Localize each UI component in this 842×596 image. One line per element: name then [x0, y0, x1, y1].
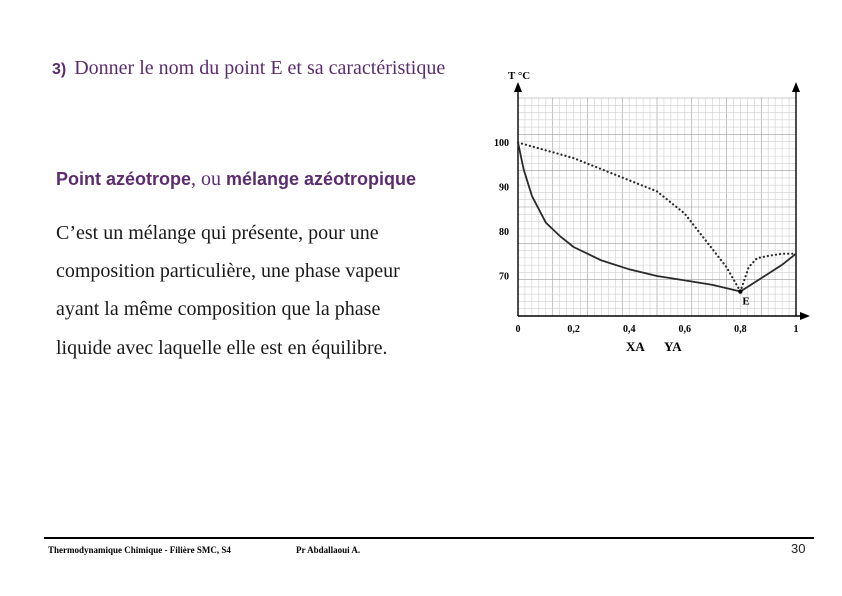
y-tick-label: 90	[499, 182, 509, 194]
question-number: 3)	[52, 61, 67, 78]
x-tick-label: 0,4	[622, 324, 636, 335]
y-tick-label: 80	[499, 226, 509, 238]
x-axis-arrow	[800, 312, 810, 320]
chart-tick-labels	[494, 138, 799, 335]
chart-axes	[514, 82, 810, 320]
phase-diagram-chart	[478, 62, 818, 360]
definition-line-1: C’est un mélange qui présente, pour une	[56, 222, 379, 244]
definition-line-4: liquide avec laquelle elle est en équilibre.	[56, 337, 388, 359]
y-tick-label: 100	[494, 137, 509, 149]
definition-line-2: composition particulière, une phase vapeur	[56, 260, 400, 282]
page-number: 30	[791, 541, 806, 556]
question-text: Donner le nom du point E et sa caractéristique	[74, 57, 446, 79]
x-axis-label-ya: YA	[664, 339, 682, 354]
right-axis-arrow	[792, 82, 800, 92]
x-tick-label: 1	[793, 324, 799, 335]
point-e-label: E	[742, 295, 750, 308]
x-tick-label: 0,6	[678, 324, 692, 335]
x-tick-label: 0,2	[567, 324, 580, 335]
answer-term-1: Point azéotrope	[56, 169, 192, 189]
x-axis-label-xa: XA	[626, 339, 645, 354]
azeotrope-point-e	[738, 289, 742, 293]
x-tick-label: 0	[515, 324, 521, 335]
footer-course: Thermodynamique Chimique - Filière SMC, S4	[48, 545, 231, 555]
y-axis-label: T °C	[508, 70, 531, 82]
answer-title	[56, 168, 416, 191]
answer-joiner: , ou	[191, 168, 227, 190]
footer-author: Pr Abdallaoui A.	[296, 545, 361, 555]
footer-divider	[44, 537, 814, 539]
definition-line-3: ayant la même composition que la phase	[56, 298, 381, 320]
answer-term-2: mélange azéotropique	[226, 169, 417, 189]
y-axis-arrow	[514, 82, 522, 92]
x-tick-label: 0,8	[734, 324, 747, 335]
y-tick-label: 70	[499, 271, 509, 283]
question-heading	[52, 57, 492, 85]
